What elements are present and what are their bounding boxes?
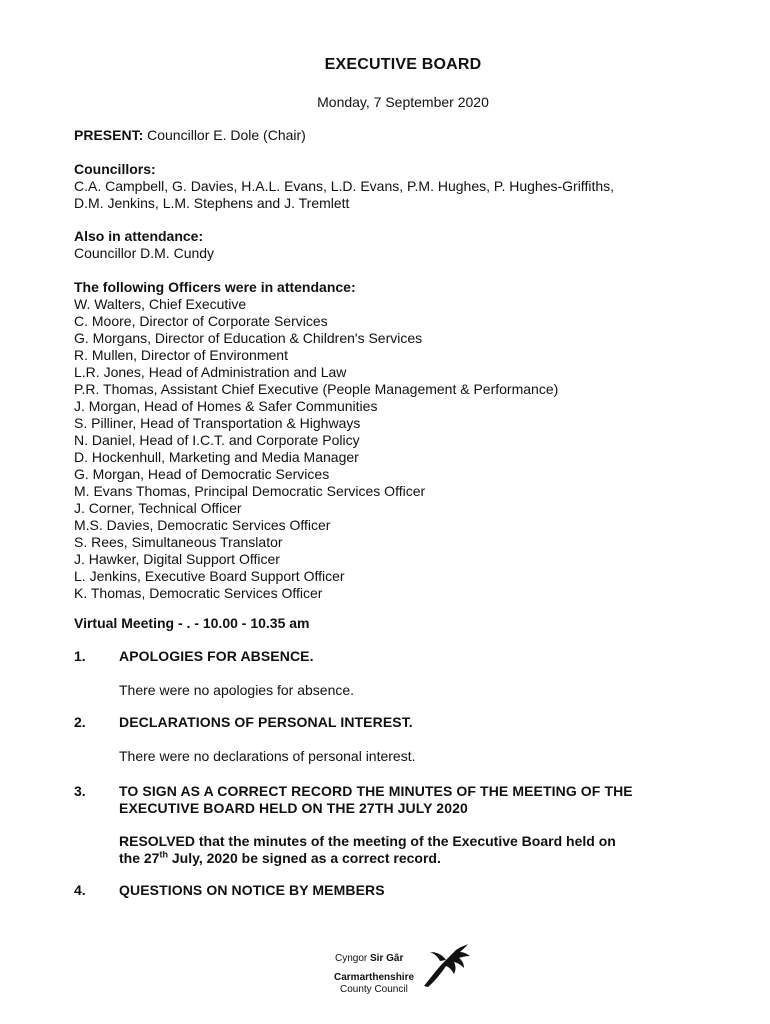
officer-item: D. Hockenhull, Marketing and Media Manager (74, 449, 359, 465)
logo-text: Cyngor (335, 953, 371, 964)
item-heading: QUESTIONS ON NOTICE BY MEMBERS (119, 882, 385, 898)
item-number: 3. (74, 783, 86, 799)
item-heading-line: TO SIGN AS A CORRECT RECORD THE MINUTES OF THE MEETING OF THE (119, 783, 633, 799)
page-title: EXECUTIVE BOARD (324, 56, 482, 73)
councillors-section (74, 161, 714, 212)
officer-item: S. Rees, Simultaneous Translator (74, 534, 283, 550)
item-heading-line: EXECUTIVE BOARD HELD ON THE 27TH JULY 2020 (119, 800, 468, 816)
officer-item: J. Corner, Technical Officer (74, 500, 242, 516)
resolution-text: the 27 (119, 850, 160, 866)
council-logo (330, 940, 480, 1000)
ordinal-suffix: th (159, 849, 168, 860)
present-text: Councillor E. Dole (Chair) (143, 127, 306, 143)
item-heading (119, 783, 714, 817)
item-resolution (119, 833, 714, 867)
officer-item: J. Hawker, Digital Support Officer (74, 551, 280, 567)
item-number: 4. (74, 882, 86, 898)
item-body: There were no declarations of personal interest. (119, 748, 416, 764)
also-text: Councillor D.M. Cundy (74, 245, 215, 261)
officer-item: G. Morgans, Director of Education & Children's Services (74, 330, 423, 346)
officer-item: M. Evans Thomas, Principal Democratic Services Officer (74, 483, 426, 499)
officer-item: J. Morgan, Head of Homes & Safer Communities (74, 398, 378, 414)
present-label: PRESENT: (74, 127, 144, 143)
officer-item: L. Jenkins, Executive Board Support Officer (74, 568, 345, 584)
officer-item: R. Mullen, Director of Environment (74, 347, 288, 363)
resolution-text: July, 2020 be signed as a correct record. (167, 850, 441, 866)
item-number: 2. (74, 714, 86, 730)
item-body: There were no apologies for absence. (119, 682, 355, 698)
resolution-line: RESOLVED that the minutes of the meeting of the Executive Board held on (119, 833, 616, 849)
item-heading: APOLOGIES FOR ABSENCE. (119, 648, 314, 664)
meeting-date: Monday, 7 September 2020 (317, 94, 489, 110)
officer-item: W. Walters, Chief Executive (74, 296, 247, 312)
councillors-line: C.A. Campbell, G. Davies, H.A.L. Evans, L.D. Evans, P.M. Hughes, P. Hughes-Griffiths, (74, 178, 615, 194)
councillors-line: D.M. Jenkins, L.M. Stephens and J. Tremlett (74, 195, 350, 211)
also-label: Also in attendance: (74, 228, 204, 244)
officer-item: S. Pilliner, Head of Transportation & Highways (74, 415, 361, 431)
officer-item: M.S. Davies, Democratic Services Officer (74, 517, 331, 533)
also-in-attendance-section (74, 228, 714, 262)
officer-item: G. Morgan, Head of Democratic Services (74, 466, 330, 482)
logo-line (335, 953, 403, 964)
logo-text: Sir Gâr (370, 953, 404, 964)
officer-item: L.R. Jones, Head of Administration and Law (74, 364, 347, 380)
resolution-line (119, 850, 714, 867)
logo-line: Carmarthenshire (334, 972, 415, 983)
item-number: 1. (74, 648, 86, 664)
logo-line: County Council (340, 984, 408, 995)
officer-item: P.R. Thomas, Assistant Chief Executive (People Management & Performance) (74, 381, 559, 397)
officer-item: N. Daniel, Head of I.C.T. and Corporate Policy (74, 432, 360, 448)
dragon-icon (418, 940, 474, 990)
councillors-label: Councillors: (74, 161, 156, 177)
officer-item: C. Moore, Director of Corporate Services (74, 313, 328, 329)
officers-section (74, 279, 714, 602)
item-heading: DECLARATIONS OF PERSONAL INTEREST. (119, 714, 413, 730)
officers-label: The following Officers were in attendance: (74, 279, 356, 295)
officer-item: K. Thomas, Democratic Services Officer (74, 585, 323, 601)
meeting-time: Virtual Meeting - . - 10.00 - 10.35 am (74, 615, 310, 631)
present-line (74, 127, 714, 144)
